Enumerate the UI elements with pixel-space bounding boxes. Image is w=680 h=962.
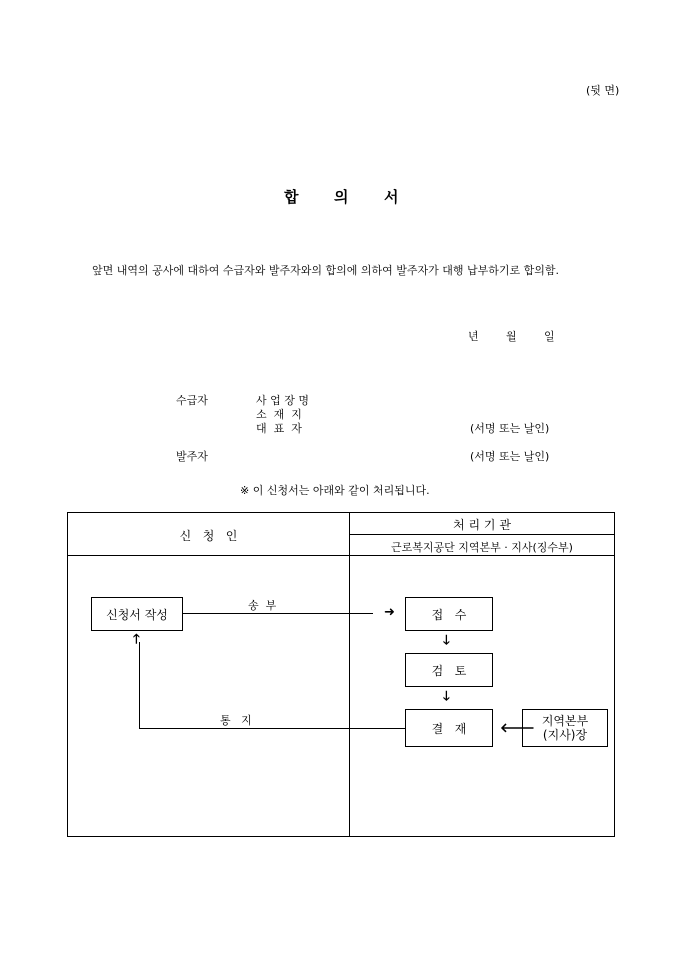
notify-line-horizontal (139, 728, 405, 729)
box-write-application: 신청서 작성 (91, 597, 183, 631)
agency-column-subheader: 근로복지공단 지역본부 · 지사(징수부) (391, 541, 573, 554)
director-line-2: (지사)장 (542, 728, 588, 742)
date-day: 일 (544, 330, 555, 343)
arrow-right-icon: ➜ (384, 605, 395, 620)
title-char-2: 의 (334, 188, 349, 206)
send-label: 송 부 (248, 599, 277, 612)
notify-line-vertical (139, 642, 140, 729)
agreement-text: 앞면 내역의 공사에 대하여 수급자와 발주자와의 합의에 의하여 발주자가 대행 납부하기로 합의함. (92, 264, 559, 277)
director-line-1: 지역본부 (541, 714, 589, 728)
orderer-label: 발주자 (176, 450, 208, 463)
arrow-down-icon: 🡓 (443, 689, 450, 704)
date-month: 월 (506, 330, 517, 343)
send-line (183, 613, 373, 614)
arrow-up-icon: 🡑 (133, 632, 140, 647)
contractor-field-representative: 대 표 자 (256, 422, 302, 435)
box-review: 검 토 (405, 653, 493, 687)
process-flow-table (67, 512, 615, 837)
column-divider (349, 513, 350, 836)
right-header-divider (349, 534, 614, 535)
processing-notice: ※ 이 신청서는 아래와 같이 처리됩니다. (240, 484, 430, 497)
applicant-column-header: 신 청 인 (179, 529, 238, 543)
box-receive: 접 수 (405, 597, 493, 631)
agency-column-header: 처 리 기 관 (453, 518, 511, 532)
contractor-field-business-name: 사 업 장 명 (256, 394, 309, 407)
title-char-3: 서 (384, 188, 399, 206)
contractor-label: 수급자 (176, 394, 208, 407)
contractor-sign-label: (서명 또는 날인) (470, 422, 550, 435)
page-side-label: (뒷 면) (586, 84, 620, 97)
notify-label: 통 지 (220, 714, 252, 727)
box-regional-director (522, 709, 608, 747)
date-year: 년 (468, 330, 479, 343)
header-divider (68, 555, 614, 556)
box-approve: 결 재 (405, 709, 493, 747)
arrow-left-icon: 🡐 (500, 721, 535, 736)
title-char-1: 합 (284, 188, 299, 206)
arrow-down-icon: 🡓 (443, 633, 450, 648)
contractor-field-location: 소 재 지 (256, 408, 302, 421)
orderer-sign-label: (서명 또는 날인) (470, 450, 550, 463)
